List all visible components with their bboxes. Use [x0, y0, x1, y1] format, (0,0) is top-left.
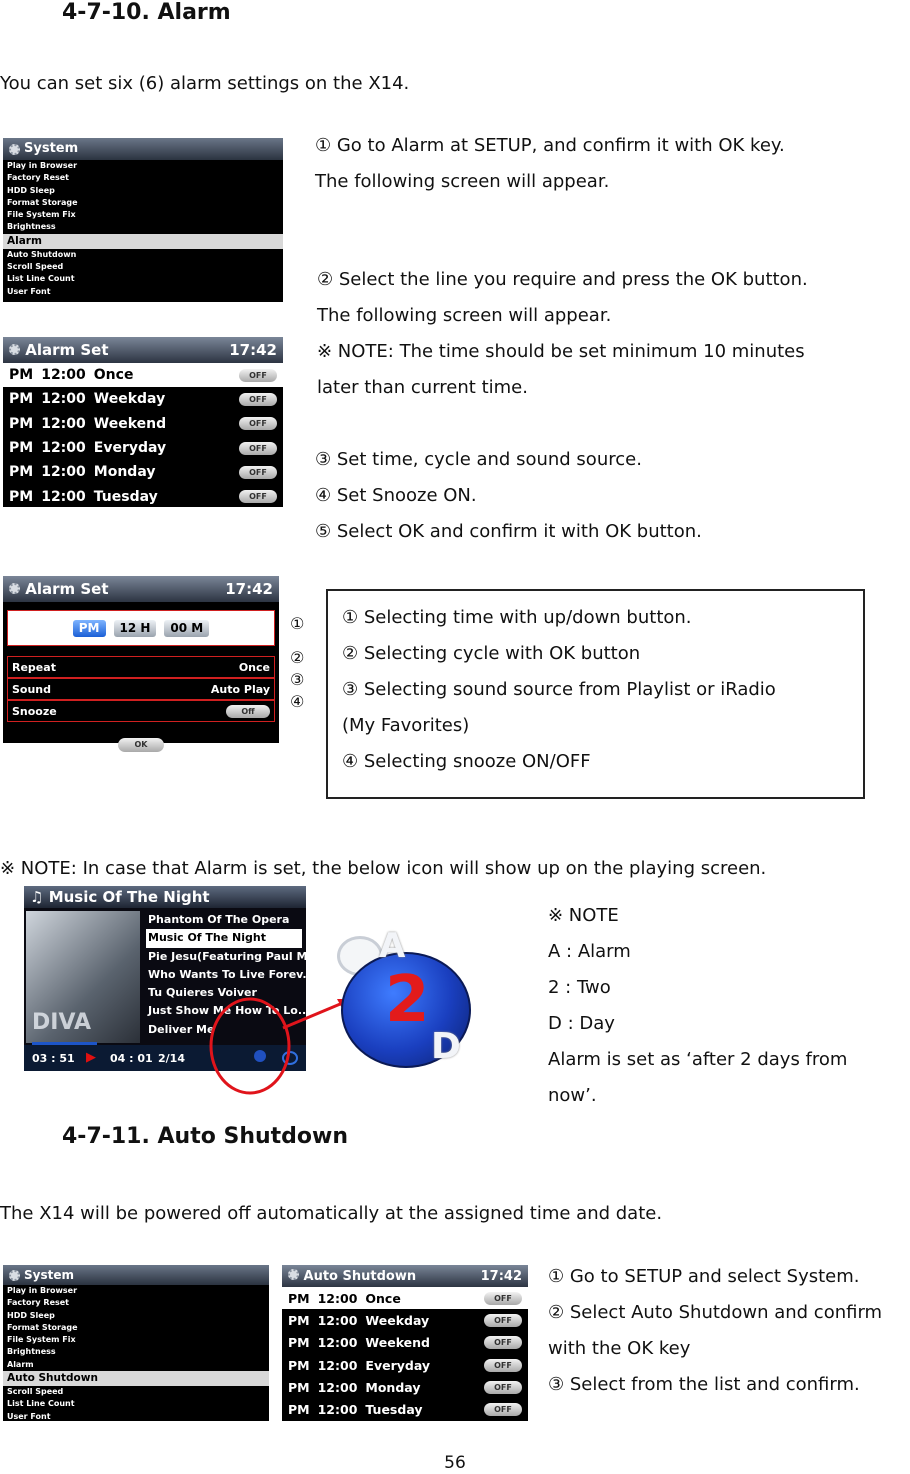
alarm-row-label: [9, 489, 158, 505]
off-toggle[interactable]: OFF: [239, 393, 277, 406]
hour-picker[interactable]: 12 H: [114, 620, 157, 637]
alarm-row-ampm: PM: [288, 1312, 310, 1328]
alarm-row[interactable]: [282, 1376, 528, 1398]
alarm-row-cycle: Everyday: [93, 440, 167, 457]
alarm-row-label: [9, 367, 133, 383]
alarm-row-time: 12:00: [41, 367, 86, 384]
alarm-row-time: 12:00: [317, 1312, 358, 1328]
alarm-row-label: [288, 1313, 429, 1328]
track-item[interactable]: Tu Quieres Voiver: [148, 986, 257, 1000]
clock: 17:42: [225, 580, 273, 598]
play-icon: ▶: [86, 1050, 96, 1065]
system-menu-list: [3, 160, 283, 298]
note-block: [548, 898, 847, 1114]
text-line: ② Selecting cycle with OK button: [342, 643, 641, 664]
menu-item[interactable]: Scroll Speed: [7, 262, 64, 272]
text-line: ※ NOTE: [548, 905, 619, 926]
menu-item[interactable]: HDD Sleep: [7, 1310, 55, 1320]
track-item[interactable]: Deliver Me: [148, 1022, 215, 1036]
clock: 17:42: [229, 341, 277, 359]
minute-picker[interactable]: 00 M: [164, 620, 209, 637]
alarm-edit-screen: [3, 576, 279, 749]
alarm-row-cycle: Weekday: [93, 391, 166, 408]
gear-icon: [9, 344, 20, 355]
text-line: D : Day: [548, 1013, 615, 1034]
gear-icon: [9, 144, 20, 155]
alarm-row[interactable]: [3, 363, 283, 387]
menu-item[interactable]: File System Fix: [7, 1335, 76, 1345]
alarm-row-ampm: PM: [9, 367, 34, 384]
alarm-edit-titlebar: Alarm Set 17:42: [3, 576, 279, 602]
player-titlebar: ♫ Music Of The Night: [24, 886, 306, 908]
track-item[interactable]: Music Of The Night: [146, 929, 302, 947]
alarm-row-cycle: Once: [93, 367, 134, 384]
alarm-row-time: 12:00: [41, 440, 86, 457]
page-number: 56: [444, 1453, 466, 1473]
text-line: ③ Select from the list and confirm.: [548, 1374, 860, 1395]
sound-row[interactable]: Sound Auto Play: [7, 678, 275, 700]
alarm-row-cycle: Tuesday: [93, 488, 158, 505]
alarm-row-label: [288, 1380, 420, 1395]
alarm-row-label: [288, 1402, 423, 1417]
text-line: The following screen will appear.: [315, 171, 610, 192]
off-toggle[interactable]: OFF: [484, 1314, 522, 1327]
menu-item[interactable]: Factory Reset: [7, 1298, 69, 1308]
menu-item[interactable]: Auto Shutdown: [7, 249, 77, 259]
alarm-row-label: [288, 1291, 401, 1306]
total-time: 04 : 01: [110, 1052, 153, 1065]
alarm-row-ampm: PM: [288, 1335, 310, 1351]
clock: 17:42: [480, 1268, 522, 1284]
track-item[interactable]: Who Wants To Live Forev..: [148, 967, 311, 981]
alarm-row-time: 12:00: [41, 464, 86, 481]
snooze-row[interactable]: Snooze Off: [7, 700, 275, 722]
menu-item[interactable]: Brightness: [7, 222, 56, 232]
alarm-row-time: 12:00: [317, 1335, 358, 1351]
menu-item[interactable]: Alarm: [3, 234, 283, 249]
alarm-row-label: [288, 1335, 430, 1350]
alarm-row[interactable]: [282, 1354, 528, 1376]
system-menu-list: [3, 1285, 269, 1423]
alarm-row-label: [288, 1358, 430, 1373]
repeat-row[interactable]: Repeat Once: [7, 656, 275, 678]
alarm-row[interactable]: [282, 1309, 528, 1331]
menu-item[interactable]: HDD Sleep: [7, 185, 55, 195]
off-toggle[interactable]: OFF: [239, 490, 277, 503]
off-toggle[interactable]: OFF: [484, 1336, 522, 1349]
alarm-row-cycle: Monday: [93, 464, 156, 481]
alarm-row[interactable]: [282, 1287, 528, 1309]
alarm-row-cycle: Weekend: [93, 415, 167, 432]
off-toggle[interactable]: OFF: [484, 1359, 522, 1372]
marker-4: ④: [290, 692, 305, 711]
text-line: ※ NOTE: The time should be set minimum 10 minutes: [317, 341, 805, 362]
shutdown-intro: The X14 will be powered off automatically at the assigned time and date.: [0, 1203, 663, 1224]
menu-item[interactable]: Scroll Speed: [7, 1387, 64, 1397]
alarm-row-label: [9, 391, 165, 407]
elapsed-time: 03 : 51: [32, 1052, 75, 1065]
text-line: Alarm is set as ‘after 2 days from: [548, 1049, 848, 1070]
alarm-row[interactable]: [3, 436, 283, 460]
alarm-row[interactable]: [3, 412, 283, 436]
menu-item[interactable]: Format Storage: [7, 197, 78, 207]
alarm-row-time: 12:00: [317, 1402, 358, 1418]
progress-bar: [32, 1042, 97, 1045]
track-item[interactable]: Just Show Me How To Lo..: [148, 1004, 307, 1018]
text-line: now’.: [548, 1085, 597, 1106]
alarm-steps-b: [317, 262, 808, 406]
alarm-row[interactable]: [3, 387, 283, 411]
alarm-row-ampm: PM: [9, 464, 34, 481]
alarm-row-time: 12:00: [41, 391, 86, 408]
alarm-row-ampm: PM: [288, 1402, 310, 1418]
alarm-note-line: ※ NOTE: In case that Alarm is set, the below icon will show up on the playing screen.: [0, 858, 767, 879]
gear-icon: [288, 1269, 299, 1280]
menu-item[interactable]: List Line Count: [7, 274, 75, 284]
shutdown-steps: [548, 1259, 882, 1403]
track-item[interactable]: Pie Jesu(Featuring Paul M..: [148, 949, 316, 963]
text-line: ④ Selecting snooze ON/OFF: [342, 751, 591, 772]
system-menu-titlebar: System: [3, 138, 283, 160]
music-note-icon: ♫: [30, 888, 44, 906]
gear-icon: [9, 1270, 20, 1281]
alarm-row[interactable]: [282, 1398, 528, 1420]
off-toggle[interactable]: OFF: [239, 369, 277, 382]
alarm-row[interactable]: [282, 1332, 528, 1354]
system-menu-screen: [3, 138, 283, 302]
marker-1: ①: [290, 614, 305, 633]
ampm-picker[interactable]: PM: [73, 620, 106, 637]
alarm-row-ampm: PM: [9, 440, 34, 457]
shutdown-list-screen: [282, 1265, 528, 1421]
off-toggle[interactable]: OFF: [239, 442, 277, 455]
time-selector[interactable]: [7, 610, 275, 646]
menu-item[interactable]: User Font: [7, 1411, 51, 1421]
alarm-row-ampm: PM: [288, 1290, 310, 1306]
alarm-row-label: [9, 464, 155, 480]
text-line: The following screen will appear.: [317, 305, 612, 326]
off-toggle[interactable]: OFF: [484, 1381, 522, 1394]
alarm-row-time: 12:00: [41, 415, 86, 432]
text-line: 2 : Two: [548, 977, 611, 998]
alarm-list-titlebar: Alarm Set 17:42: [3, 337, 283, 363]
alarm-row-ampm: PM: [288, 1357, 310, 1373]
off-toggle[interactable]: OFF: [239, 417, 277, 430]
alarm-row-time: 12:00: [41, 488, 86, 505]
menu-item[interactable]: Brightness: [7, 1347, 56, 1357]
alarm-heading: 4-7-10. Alarm: [62, 0, 231, 25]
alarm-row-cycle: Tuesday: [365, 1402, 423, 1418]
text-line: ③ Selecting sound source from Playlist or iRadio: [342, 679, 776, 700]
alarm-row-cycle: Weekday: [365, 1312, 430, 1328]
text-line: ① Selecting time with up/down button.: [342, 607, 692, 628]
alarm-row-label: [9, 440, 166, 456]
highlight-circle: [211, 999, 289, 1093]
shutdown-list-rows: [282, 1287, 528, 1421]
shutdown-heading: 4-7-11. Auto Shutdown: [62, 1124, 349, 1149]
system-menu-titlebar: System: [3, 1265, 269, 1285]
menu-item[interactable]: Play in Browser: [7, 1286, 78, 1295]
text-line: ② Select Auto Shutdown and confirm: [548, 1302, 883, 1323]
alarm-row-cycle: Weekend: [365, 1335, 431, 1351]
alarm-row-time: 12:00: [317, 1290, 358, 1306]
alarm-steps-a: [315, 128, 785, 200]
callout-box: [326, 589, 865, 799]
menu-item[interactable]: Auto Shutdown: [3, 1371, 269, 1386]
alarm-row-ampm: PM: [9, 415, 34, 432]
off-toggle[interactable]: OFF: [239, 466, 277, 479]
alarm-list-rows: [3, 363, 283, 509]
snooze-toggle[interactable]: Off: [226, 705, 270, 718]
text-line: ④ Set Snooze ON.: [315, 485, 477, 506]
alarm-row-cycle: Once: [365, 1290, 401, 1306]
ok-button[interactable]: OK: [118, 738, 164, 752]
text-line: with the OK key: [548, 1338, 691, 1359]
menu-item[interactable]: Play in Browser: [7, 161, 78, 170]
off-toggle[interactable]: OFF: [484, 1403, 522, 1416]
alarm-row-ampm: PM: [9, 391, 34, 408]
off-toggle[interactable]: OFF: [484, 1292, 522, 1305]
alarm-steps-c: [315, 442, 702, 550]
menu-item[interactable]: Factory Reset: [7, 173, 69, 183]
alarm-row-cycle: Monday: [365, 1379, 421, 1395]
text-line: ③ Set time, cycle and sound source.: [315, 449, 642, 470]
text-line: A : Alarm: [548, 941, 631, 962]
marker-2: ②: [290, 648, 305, 667]
marker-3: ③: [290, 670, 305, 689]
alarm-row[interactable]: [3, 484, 283, 508]
alarm-row-ampm: PM: [9, 488, 34, 505]
menu-item[interactable]: File System Fix: [7, 210, 76, 220]
gear-icon: [9, 583, 20, 594]
menu-item[interactable]: List Line Count: [7, 1399, 75, 1409]
system-menu-screen-2: [3, 1265, 269, 1421]
menu-item[interactable]: Format Storage: [7, 1322, 78, 1332]
alarm-row-ampm: PM: [288, 1379, 310, 1395]
menu-item[interactable]: Alarm: [7, 1359, 34, 1369]
album-art: DIVA: [26, 911, 140, 1043]
track-position: 2/14: [158, 1052, 185, 1065]
track-item[interactable]: Phantom Of The Opera: [148, 913, 290, 926]
alarm-row-time: 12:00: [317, 1379, 358, 1395]
text-line: ① Go to SETUP and select System.: [548, 1266, 860, 1287]
alarm-intro: You can set six (6) alarm settings on the X14.: [0, 73, 410, 94]
alarm-list-screen: [3, 337, 283, 507]
alarm-row-time: 12:00: [317, 1357, 358, 1373]
alarm-row-cycle: Everyday: [365, 1357, 431, 1373]
menu-item[interactable]: User Font: [7, 286, 51, 296]
alarm-icon-enlarged: 2 A D: [333, 930, 469, 1070]
text-line: ① Go to Alarm at SETUP, and confirm it with OK key.: [315, 135, 785, 156]
text-line: (My Favorites): [342, 715, 470, 736]
text-line: later than current time.: [317, 377, 528, 398]
shutdown-list-titlebar: Auto Shutdown 17:42: [282, 1265, 528, 1287]
alarm-row-label: [9, 416, 166, 432]
alarm-row[interactable]: [3, 460, 283, 484]
text-line: ⑤ Select OK and confirm it with OK button.: [315, 521, 702, 542]
text-line: ② Select the line you require and press the OK button.: [317, 269, 808, 290]
